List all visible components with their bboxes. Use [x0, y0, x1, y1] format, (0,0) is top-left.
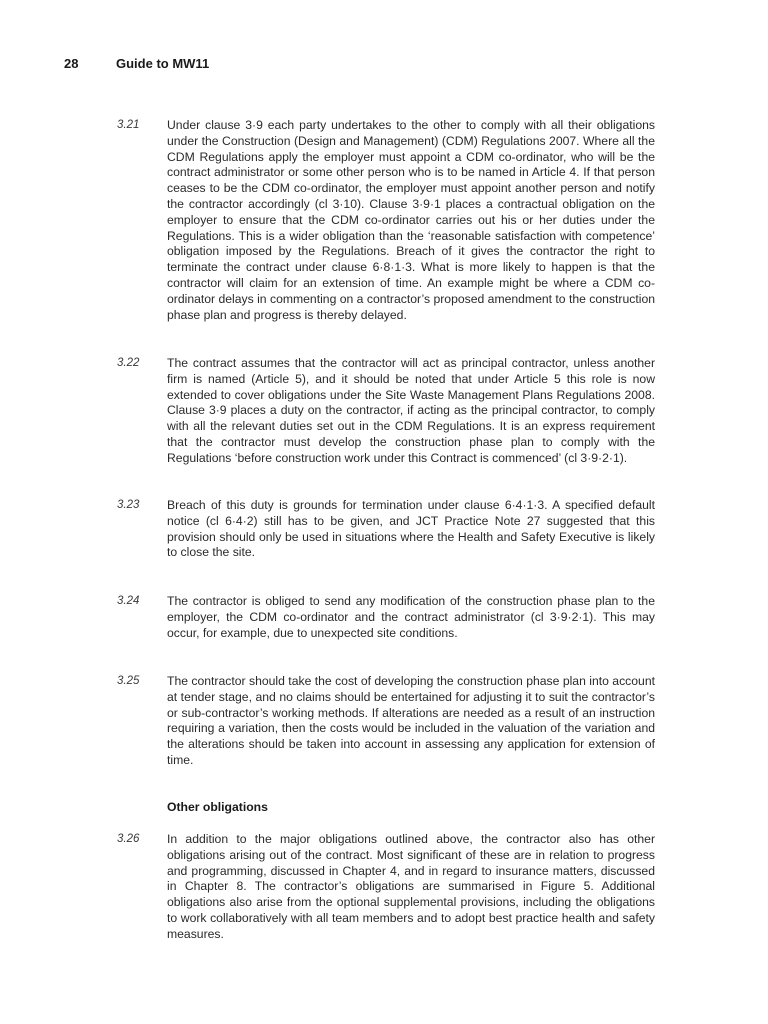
paragraph-number: 3.24 — [117, 595, 140, 607]
paragraph-3-25 — [117, 674, 655, 769]
paragraph-3-26 — [117, 832, 655, 943]
page-number: 28 — [64, 56, 79, 71]
paragraph-text: The contract assumes that the contractor will act as principal contractor, unless another firm is named (Article 5), and it should be noted that under Article 5 this role is now extended to cover obligations under the Site Waste Management Plans Regulations 2008. Clause 3·9 places a duty on the contractor, if acting as the principal contractor, to comply with all the relevant duties set out in the CDM Regulations. It is an express requirement that the contractor must develop the construction phase plan to comply with the Regulations ‘before construction work under this Contract is commenced’ (cl 3·9·2·1). — [167, 356, 655, 465]
paragraph-3-21 — [117, 118, 655, 323]
paragraph-number: 3.21 — [117, 119, 140, 131]
paragraph-text: Breach of this duty is grounds for termination under clause 6·4·1·3. A specified default notice (cl 6·4·2) still has to be given, and JCT Practice Note 27 suggested that this provision should only be used in situations where the Health and Safety Executive is likely to close the site. — [167, 498, 655, 560]
running-head — [64, 56, 209, 71]
paragraph-number: 3.25 — [117, 675, 140, 687]
paragraph-number: 3.26 — [117, 833, 140, 845]
book-title: Guide to MW11 — [116, 56, 210, 71]
section-heading: Other obligations — [167, 800, 268, 814]
paragraph-text: The contractor should take the cost of developing the construction phase plan into account at tender stage, and no claims should be entertained for adjusting it to suit the contractor’s or sub-contractor’s working methods. If alterations are needed as a result of an instruction requiring a variation, then the costs would be included in the valuation of the variation and the alterations should be taken into account in assessing any application for extension of time. — [167, 674, 655, 767]
paragraph-3-24 — [117, 594, 655, 641]
paragraph-text: The contractor is obliged to send any modification of the construction phase plan to the employer, the CDM co-ordinator and the contract administrator (cl 3·9·2·1). This may occur, for example, due to unexpected site conditions. — [167, 594, 655, 640]
paragraph-number: 3.23 — [117, 499, 140, 511]
paragraph-text: Under clause 3·9 each party undertakes to the other to comply with all their obligations under the Construction (Design and Management) (CDM) Regulations 2007. Where all the CDM Regulations apply the employer must appoint a CDM co-ordinator, who will be the contract administrator or some other person who is to be named in Article 4. If that person ceases to be the CDM co-ordinator, the employer must appoint another person and notify the contractor accordingly (cl 3·10). Clause 3·9·1 places a contractual obligation on the employer to ensure that the CDM co-ordinator carries out his or her duties under the Regulations. This is a wider obligation than the ‘reasonable satisfaction with competence’ obligation imposed by the Regulations. Breach of it gives the contractor the right to terminate the contract under clause 6·8·1·3. What is more likely to happen is that the contractor will claim for an extension of time. An example might be where a CDM co-ordinator delays in commenting on a contractor’s proposed amendment to the construction phase plan and progress is thereby delayed. — [167, 118, 656, 322]
paragraph-number: 3.22 — [117, 357, 140, 369]
paragraph-text: In addition to the major obligations outlined above, the contractor also has other obligations arising out of the contract. Most significant of these are in relation to progress and programming, discussed in Chapter 4, and in regard to insurance matters, discussed in Chapter 8. The contractor’s obligations are summarised in Figure 5. Additional obligations also arise from the optional supplemental provisions, including the obligations to work collaboratively with all team members and to adopt best practice health and safety measures. — [167, 832, 655, 941]
paragraph-3-23 — [117, 498, 655, 561]
paragraph-3-22 — [117, 356, 655, 467]
